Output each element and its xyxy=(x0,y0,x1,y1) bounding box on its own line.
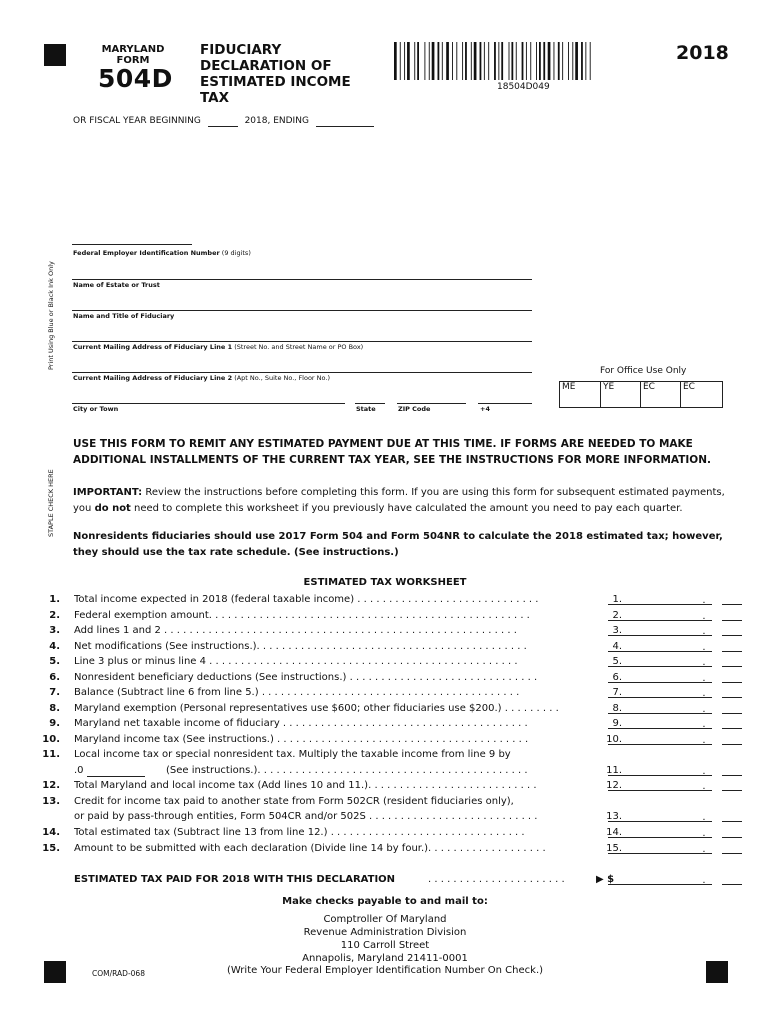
office-cell-ec-1: EC xyxy=(640,382,680,407)
line-8-amount-field[interactable] xyxy=(608,713,712,714)
footer-code: COM/RAD-068 xyxy=(92,969,145,978)
fiscal-middle: 2018, ENDING xyxy=(244,116,309,126)
line-number: 11. xyxy=(42,749,60,760)
decimal-point: . xyxy=(702,703,706,715)
barcode-bar xyxy=(498,42,499,80)
fiscal-prefix: OR FISCAL YEAR BEGINNING xyxy=(73,116,201,126)
line-8-cents-field[interactable] xyxy=(722,713,742,714)
worksheet-line-2 xyxy=(16,610,736,625)
fiscal-end-field[interactable] xyxy=(316,116,374,127)
line-ref: 6. xyxy=(612,671,622,683)
barcode-text: 18504D049 xyxy=(497,82,550,92)
worksheet-line-9 xyxy=(16,718,736,733)
line-text: Maryland income tax (See instructions.) . . . . . . . . . . . . . . . . . . . . . . . . . . . . . . . . . . . . . . . . xyxy=(74,733,529,745)
line-ref: 7. xyxy=(612,687,622,698)
decimal-point: . xyxy=(702,734,706,746)
barcode-bar xyxy=(465,42,467,80)
address-2-hint: (Apt No., Suite No., Floor No.) xyxy=(234,374,331,382)
mailing-line-3: 110 Carroll Street xyxy=(340,940,430,951)
important-text-1: Review the instructions before completing this form. If you are using this form for subsequent estimated payments, xyxy=(145,487,725,498)
worksheet-line-6 xyxy=(16,672,736,687)
worksheet-line-4 xyxy=(16,641,736,656)
decimal-point: . xyxy=(702,719,706,730)
estate-name-label: Name of Estate or Trust xyxy=(73,281,160,289)
plus4-field[interactable] xyxy=(478,403,532,404)
address-line-2-field[interactable] xyxy=(72,372,532,373)
decimal-point: . xyxy=(702,844,706,855)
mailing-note: (Write Your Federal Employer Identification Number On Check.) xyxy=(226,965,544,976)
line-number: 10. xyxy=(42,733,60,745)
barcode-bar xyxy=(438,42,440,80)
line-number: 7. xyxy=(49,687,60,698)
barcode-bar xyxy=(471,42,472,80)
line-ref: 2. xyxy=(612,609,622,621)
line-text: Credit for income tax paid to another state from Form 502CR (resident fiduciaries only), xyxy=(74,796,514,807)
line-14-cents-field[interactable] xyxy=(722,837,742,838)
decimal-point: . xyxy=(702,626,706,637)
ink-instruction-label: Print Using Blue or Black Ink Only xyxy=(47,261,55,370)
line-14-amount-field[interactable] xyxy=(608,837,712,838)
barcode-bar xyxy=(581,42,583,80)
address-line-2-label xyxy=(73,374,330,382)
form-state-label xyxy=(97,44,169,66)
address-1-hint: (Street No. and Street Name or PO Box) xyxy=(234,343,364,351)
line-ref: 9. xyxy=(612,718,622,729)
mailing-line-2: Revenue Administration Division xyxy=(303,927,467,938)
line-number: 12. xyxy=(42,780,60,791)
form-number: 504D xyxy=(98,64,173,93)
line-13-text-2: or paid by pass-through entities, Form 504CR and/or 502S . . . . . . . . . . . . . . . . . . . . . . . . . . . xyxy=(74,811,538,822)
barcode-bar xyxy=(568,42,569,80)
fiscal-begin-field[interactable] xyxy=(208,116,238,127)
form-year: 2018 xyxy=(676,42,729,64)
worksheet-line-7 xyxy=(16,687,736,702)
barcode-bar xyxy=(432,42,435,80)
line-text: Maryland exemption (Personal representatives use $600; other fiduciaries use $200.) . . . . . . . . . xyxy=(74,702,559,714)
line-13-amount-field[interactable] xyxy=(608,821,712,822)
line-3-amount-field[interactable] xyxy=(608,635,712,636)
line-11-rate xyxy=(74,765,145,777)
line-4-cents-field[interactable] xyxy=(722,651,742,652)
line-5-amount-field[interactable] xyxy=(608,666,712,667)
line-ref: 11. xyxy=(606,765,622,776)
fein-field[interactable] xyxy=(72,244,192,245)
line-9-cents-field[interactable] xyxy=(722,728,742,729)
barcode xyxy=(394,42,664,80)
line-ref: 10. xyxy=(606,733,622,745)
line-4-amount-field[interactable] xyxy=(608,651,712,652)
barcode-bar xyxy=(462,42,463,80)
zip-label: ZIP Code xyxy=(398,405,431,413)
line-13-cents-field[interactable] xyxy=(722,821,742,822)
barcode-bar xyxy=(536,42,537,80)
title-line-4: TAX xyxy=(200,90,230,106)
nonresident-line-2: they should use the tax rate schedule. (See instructions.) xyxy=(73,547,399,558)
worksheet-line-13-cont xyxy=(16,811,736,826)
title-line-2: DECLARATION OF xyxy=(200,58,332,74)
worksheet-line-14 xyxy=(16,827,736,842)
mailing-address xyxy=(0,913,770,965)
line-number: 1. xyxy=(49,594,60,605)
barcode-bar xyxy=(530,42,531,80)
line-number: 2. xyxy=(49,609,60,621)
barcode-bar xyxy=(548,42,551,80)
fiduciary-name-label: Name and Title of Fiduciary xyxy=(73,312,175,320)
title-line-1: FIDUCIARY xyxy=(200,42,282,58)
line-6-cents-field[interactable] xyxy=(722,682,742,683)
barcode-bar xyxy=(429,42,430,80)
worksheet-line-13 xyxy=(16,796,736,811)
nonresident-notice xyxy=(73,529,738,561)
decimal-point: . xyxy=(702,610,706,622)
line-2-amount-field[interactable] xyxy=(608,620,712,621)
decimal-point: . xyxy=(702,672,706,684)
decimal-point: . xyxy=(702,766,706,777)
line-ref: 3. xyxy=(612,625,622,636)
barcode-bar xyxy=(543,42,545,80)
barcode-bar xyxy=(558,42,560,80)
barcode-bar xyxy=(572,42,573,80)
barcode-bar xyxy=(494,42,496,80)
decimal-point: . xyxy=(702,812,706,823)
state-line-2: FORM xyxy=(116,55,150,66)
line-text: Balance (Subtract line 6 from line 5.) . . . . . . . . . . . . . . . . . . . . . . . . . . . . . . . . . . . . . . . . . xyxy=(74,687,520,698)
decimal-point: . xyxy=(702,828,706,839)
staple-label: STAPLE CHECK HERE xyxy=(47,469,55,537)
line-number: 9. xyxy=(49,718,60,729)
barcode-bar xyxy=(501,42,503,80)
registration-mark-top-left xyxy=(44,44,66,66)
line-11-text-2: (See instructions.). . . . . . . . . . . . . . . . . . . . . . . . . . . . . . . . . . . . . . . . . . . xyxy=(166,765,528,776)
important-line-1 xyxy=(73,485,733,501)
fein-label-text: Federal Employer Identification Number xyxy=(73,249,220,257)
line-7-cents-field[interactable] xyxy=(722,697,742,698)
line-number: 14. xyxy=(42,827,60,838)
address-1-label-text: Current Mailing Address of Fiduciary Line 1 xyxy=(73,343,233,351)
important-label: IMPORTANT: xyxy=(73,487,143,498)
office-cell-me: ME xyxy=(562,382,576,392)
important-text-2a: you xyxy=(73,503,92,514)
address-line-1-label xyxy=(73,343,363,351)
barcode-bar xyxy=(526,42,527,80)
barcode-bar xyxy=(456,42,457,80)
fein-hint: (9 digits) xyxy=(221,249,251,257)
office-cell-ye: YE xyxy=(600,382,640,407)
important-text-2b: need to complete this worksheet if you previously have calculated the amount you need to pay each quarter. xyxy=(134,503,683,514)
mailing-title: Make checks payable to and mail to: xyxy=(282,896,488,907)
line-1-amount-field[interactable] xyxy=(608,604,712,605)
barcode-bar xyxy=(511,42,513,80)
barcode-bar xyxy=(400,42,401,80)
line-3-cents-field[interactable] xyxy=(722,635,742,636)
barcode-bar xyxy=(484,42,485,80)
rate-prefix: .0 xyxy=(74,765,84,776)
estate-name-field[interactable] xyxy=(72,279,532,280)
line-11-cents-field[interactable] xyxy=(722,775,742,776)
barcode-bar xyxy=(480,42,482,80)
barcode-bar xyxy=(414,42,415,80)
worksheet-line-12 xyxy=(16,780,736,795)
nonresident-line-1: Nonresidents fiduciaries should use 2017 Form 504 and Form 504NR to calculate the 2018 estimated tax; however, xyxy=(73,531,723,542)
payment-line xyxy=(16,874,736,889)
line-number: 8. xyxy=(49,702,60,714)
payment-arrow: ▶ $ xyxy=(596,874,615,885)
local-rate-field[interactable] xyxy=(87,765,145,777)
barcode-bar xyxy=(407,42,410,80)
line-10-cents-field[interactable] xyxy=(722,744,742,745)
line-number: 13. xyxy=(42,796,60,807)
line-15-amount-field[interactable] xyxy=(608,853,712,854)
line-text: Total Maryland and local income tax (Add lines 10 and 11.). . . . . . . . . . . . . . . . . . . . . . . . . . . xyxy=(74,780,537,791)
line-text: Total income expected in 2018 (federal taxable income) . . . . . . . . . . . . . . . . . . . . . . . . . . . . . xyxy=(74,594,539,605)
line-15-cents-field[interactable] xyxy=(722,853,742,854)
line-ref: 14. xyxy=(606,827,622,838)
payment-leader: . . . . . . . . . . . . . . . . . . . . . . xyxy=(428,874,565,885)
decimal-point: . xyxy=(702,781,706,792)
address-line-1-field[interactable] xyxy=(72,341,532,342)
barcode-bar xyxy=(424,42,425,80)
line-ref: 12. xyxy=(606,780,622,791)
barcode-bar xyxy=(562,42,563,80)
line-7-amount-field[interactable] xyxy=(608,697,712,698)
form-title xyxy=(200,42,351,106)
line-12-amount-field[interactable] xyxy=(608,790,712,791)
decimal-point: . xyxy=(702,641,706,653)
mailing-line-4: Annapolis, Maryland 21411-0001 xyxy=(302,953,468,964)
line-number: 4. xyxy=(49,640,60,652)
state-line-1: MARYLAND xyxy=(101,44,165,55)
fiscal-year-line xyxy=(73,116,374,127)
barcode-bar xyxy=(590,42,591,80)
line-6-amount-field[interactable] xyxy=(608,682,712,683)
worksheet-line-10 xyxy=(16,734,736,749)
office-use-title: For Office Use Only xyxy=(600,366,687,376)
line-text: Line 3 plus or minus line 4 . . . . . . . . . . . . . . . . . . . . . . . . . . . . . . . . . . . . . . . . . . . . . . . . . xyxy=(74,656,518,667)
line-ref: 13. xyxy=(606,811,622,822)
worksheet-title: ESTIMATED TAX WORKSHEET xyxy=(303,577,467,588)
plus4-label: +4 xyxy=(480,405,490,413)
line-ref: 8. xyxy=(612,702,622,714)
line-number: 6. xyxy=(49,671,60,683)
city-field[interactable] xyxy=(72,403,345,404)
line-1-cents-field[interactable] xyxy=(722,604,742,605)
important-line-2 xyxy=(73,501,733,517)
worksheet-line-5 xyxy=(16,656,736,671)
barcode-bar xyxy=(585,42,586,80)
use-form-notice: USE THIS FORM TO REMIT ANY ESTIMATED PAYMENT DUE AT THIS TIME. IF FORMS ARE NEEDED TO MAKE ADDITIONAL INSTALLMENTS OF THE CURRENT TAX YEAR, SEE THE INSTRUCTIONS FOR MORE INFORMATION. xyxy=(73,438,711,466)
decimal-point: . xyxy=(702,688,706,699)
line-text: Maryland net taxable income of fiduciary . . . . . . . . . . . . . . . . . . . . . . . . . . . . . . . . . . . . . . . xyxy=(74,718,528,729)
fein-label xyxy=(73,249,251,257)
barcode-bar xyxy=(488,42,489,80)
barcode-bar xyxy=(394,42,397,80)
important-notice xyxy=(73,485,733,517)
worksheet-line-3 xyxy=(16,625,736,640)
line-ref: 1. xyxy=(612,594,622,605)
barcode-bar xyxy=(522,42,524,80)
office-use-box xyxy=(559,381,723,408)
title-line-3: ESTIMATED INCOME xyxy=(200,74,351,90)
state-label: State xyxy=(356,405,376,413)
address-2-label-text: Current Mailing Address of Fiduciary Line 2 xyxy=(73,374,233,382)
fiduciary-name-field[interactable] xyxy=(72,310,532,311)
line-5-cents-field[interactable] xyxy=(722,666,742,667)
office-cell-ec-2: EC xyxy=(680,382,722,407)
line-text: Local income tax or special nonresident tax. Multiply the taxable income from line 9 by xyxy=(74,749,511,760)
city-label: City or Town xyxy=(73,405,119,413)
barcode-bar xyxy=(516,42,517,80)
zip-field[interactable] xyxy=(397,403,466,404)
payment-cents-field[interactable] xyxy=(722,884,742,885)
worksheet-line-11 xyxy=(16,749,736,764)
barcode-bar xyxy=(417,42,419,80)
worksheet-line-11-cont xyxy=(16,765,736,780)
line-number: 15. xyxy=(42,843,60,854)
payment-label: ESTIMATED TAX PAID FOR 2018 WITH THIS DECLARATION xyxy=(74,874,396,885)
line-12-cents-field[interactable] xyxy=(722,790,742,791)
barcode-bar xyxy=(509,42,510,80)
line-ref: 4. xyxy=(612,640,622,652)
line-ref: 15. xyxy=(606,843,622,854)
line-text: Federal exemption amount. . . . . . . . . . . . . . . . . . . . . . . . . . . . . . . . . . . . . . . . . . . . . . . . . . . xyxy=(74,609,530,621)
barcode-bar xyxy=(539,42,541,80)
line-2-cents-field[interactable] xyxy=(722,620,742,621)
barcode-bar xyxy=(554,42,555,80)
state-field[interactable] xyxy=(355,403,385,404)
barcode-bar xyxy=(575,42,578,80)
line-11-amount-field[interactable] xyxy=(608,775,712,776)
barcode-bar xyxy=(446,42,449,80)
important-text-2-bold: do not xyxy=(94,503,131,514)
line-number: 3. xyxy=(49,625,60,636)
decimal-point: . xyxy=(702,657,706,668)
decimal-point: . xyxy=(702,875,706,886)
barcode-bar xyxy=(442,42,443,80)
barcode-bar xyxy=(474,42,477,80)
barcode-bar xyxy=(404,42,405,80)
line-text: Nonresident beneficiary deductions (See instructions.) . . . . . . . . . . . . . . . . . . . . . . . . . . . . . . xyxy=(74,671,538,683)
line-text: Net modifications (See instructions.). . . . . . . . . . . . . . . . . . . . . . . . . . . . . . . . . . . . . . . . . . . xyxy=(74,640,527,652)
line-text: Amount to be submitted with each declaration (Divide line 14 by four.). . . . . . . . . . . . . . . . . . . xyxy=(74,843,546,854)
line-number: 5. xyxy=(49,656,60,667)
line-text: Add lines 1 and 2 . . . . . . . . . . . . . . . . . . . . . . . . . . . . . . . . . . . . . . . . . . . . . . . . . . . . . . . . xyxy=(74,625,517,636)
line-10-amount-field[interactable] xyxy=(608,744,712,745)
line-text: Total estimated tax (Subtract line 13 from line 12.) . . . . . . . . . . . . . . . . . . . . . . . . . . . . . . . xyxy=(74,827,525,838)
line-ref: 5. xyxy=(612,656,622,667)
worksheet-line-15 xyxy=(16,843,736,858)
payment-amount-field[interactable] xyxy=(608,884,712,885)
decimal-point: . xyxy=(702,595,706,606)
worksheet-line-1 xyxy=(16,594,736,609)
line-9-amount-field[interactable] xyxy=(608,728,712,729)
mailing-line-1: Comptroller Of Maryland xyxy=(323,914,447,925)
barcode-bar xyxy=(452,42,453,80)
worksheet-line-8 xyxy=(16,703,736,718)
